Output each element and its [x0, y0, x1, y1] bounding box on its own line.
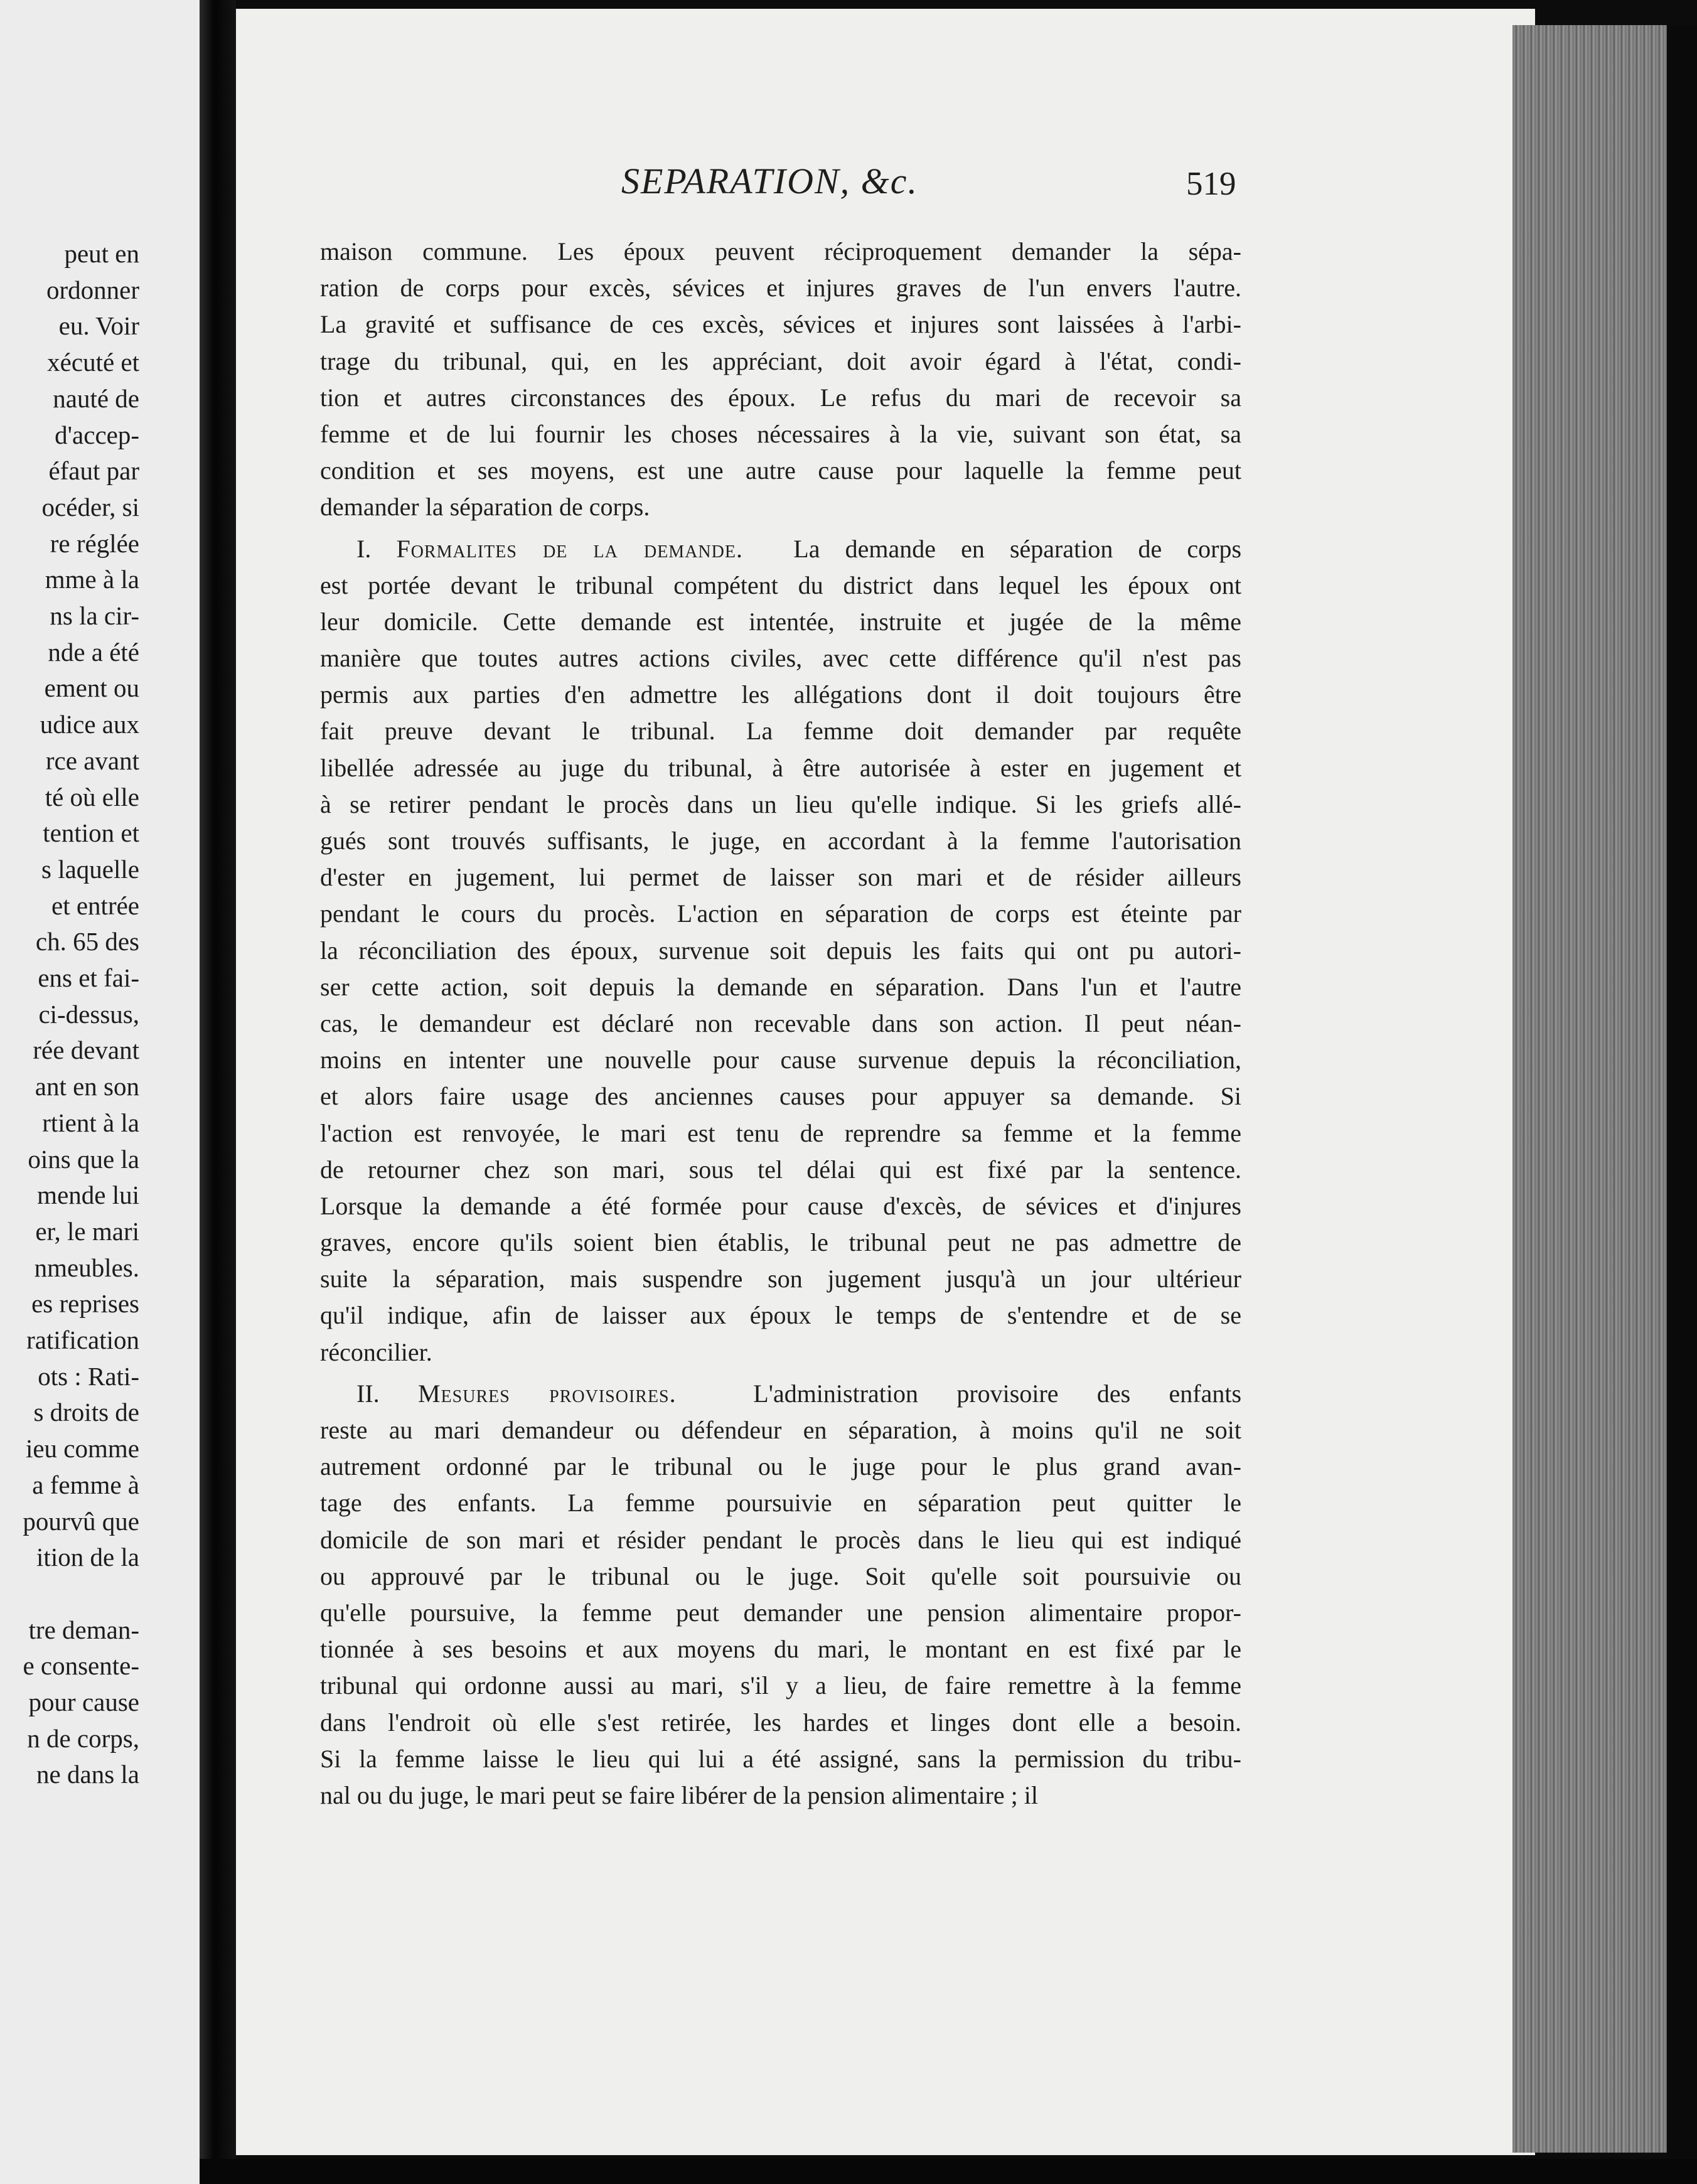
running-head: SEPARATION, &c.	[621, 161, 919, 201]
text-line: cas, le demandeur est déclaré non recevable dans son action. Il peut néan-	[320, 1009, 1241, 1037]
text-line: tion et autres circonstances des époux. Le refus du mari de recevoir sa	[320, 383, 1241, 412]
text-line: tribunal qui ordonne aussi au mari, s'il y a lieu, de faire remettre à la femme	[320, 1671, 1241, 1700]
text-line: maison commune. Les époux peuvent réciproquement demander la sépa-	[320, 237, 1241, 265]
text-line: ser cette action, soit depuis la demande en séparation. Dans l'un et l'autre	[320, 972, 1241, 1001]
text-line: ou approuvé par le tribunal ou le juge. Soit qu'elle soit poursuivie ou	[320, 1561, 1241, 1590]
section-2-lead-line	[320, 1376, 1241, 1412]
text-line: leur domicile. Cette demande est intentée, instruite et jugée de la même	[320, 607, 1241, 636]
text-line: manière que toutes autres actions civiles, avec cette différence qu'il n'est pas	[320, 644, 1241, 673]
text-line: et alors faire usage des anciennes causes pour appuyer sa demande. Si	[320, 1082, 1241, 1111]
facing-page-line: e consente-	[23, 1651, 139, 1681]
section-2	[320, 1376, 1241, 1814]
text-line: La gravité et suffisance de ces excès, sévices et injures sont laissées à l'arbi-	[320, 310, 1241, 339]
facing-page-line: n de corps,	[27, 1723, 139, 1753]
facing-page-line: ns la cir-	[50, 601, 139, 630]
text-line: Si la femme laisse le lieu qui lui a été assigné, sans la permission du tribu-	[320, 1744, 1241, 1773]
facing-page-line: mende lui	[37, 1180, 139, 1210]
paragraph-1	[320, 233, 1241, 526]
section-2-first-line: L'administration provisoire des enfants	[753, 1379, 1242, 1408]
text-line: autrement ordonné par le tribunal ou le juge pour le plus grand avan-	[320, 1452, 1241, 1481]
facing-page-line: ots : Rati-	[38, 1361, 139, 1391]
facing-page-line: nde a été	[48, 637, 139, 666]
facing-page-line: tre deman-	[28, 1615, 139, 1644]
page-number: 519	[1186, 166, 1236, 202]
text-line: qu'elle poursuive, la femme peut demander une pension alimentaire propor-	[320, 1598, 1241, 1627]
facing-page-line: pour cause	[28, 1688, 139, 1716]
text-line: condition et ses moyens, est une autre cause pour laquelle la femme peut	[320, 456, 1241, 485]
body-text	[320, 233, 1241, 1814]
text-line: réconcilier.	[320, 1337, 432, 1366]
text-line: à se retirer pendant le procès dans un lieu qu'elle indique. Si les griefs allé-	[320, 790, 1241, 818]
text-line: dans l'endroit où elle s'est retirée, les hardes et linges dont elle a besoin.	[320, 1708, 1241, 1737]
facing-page-line: ci-dessus,	[38, 999, 139, 1029]
text-line: ration de corps pour excès, sévices et injures graves de l'un envers l'autre.	[320, 274, 1241, 302]
text-line: moins en intenter une nouvelle pour cause survenue depuis la réconciliation,	[320, 1046, 1241, 1074]
facing-page-line: re réglée	[50, 528, 139, 558]
facing-page-line: s droits de	[33, 1398, 139, 1427]
facing-page-line: ne dans la	[36, 1760, 139, 1789]
facing-page-line: ement ou	[44, 673, 139, 703]
facing-page-line: ens et fai-	[38, 963, 139, 992]
text-line: nal ou du juge, le mari peut se faire libérer de la pension alimentaire ; il	[320, 1780, 1039, 1809]
text-line: tionnée à ses besoins et aux moyens du mari, le montant en est fixé par le	[320, 1635, 1241, 1664]
facing-page-line: rtient à la	[42, 1108, 139, 1137]
text-line: fait preuve devant le tribunal. La femme doit demander par requête	[320, 717, 1241, 746]
facing-page-line: et entrée	[51, 891, 139, 920]
facing-page-line: es reprises	[31, 1289, 139, 1319]
facing-page-line: océder, si	[41, 492, 139, 522]
text-line: libellée adressée au juge du tribunal, à être autorisée à ester en jugement et	[320, 753, 1241, 782]
text-line: l'action est renvoyée, le mari est tenu de reprendre sa femme et la femme	[320, 1118, 1241, 1147]
section-1-lead-line	[320, 531, 1241, 567]
facing-page-line: ratification	[26, 1325, 139, 1354]
facing-page-line: pourvû que	[23, 1506, 139, 1536]
text-line: tage des enfants. La femme poursuivie en séparation peut quitter le	[320, 1489, 1241, 1518]
text-line: graves, encore qu'ils soient bien établis, le tribunal peut ne pas admettre de	[320, 1228, 1241, 1257]
background-edge	[1667, 25, 1697, 2184]
page-stack-edge	[1512, 25, 1667, 2153]
section-1	[320, 531, 1241, 1371]
facing-page-line: ant en son	[35, 1072, 139, 1101]
section-1-number: I.	[356, 534, 372, 563]
facing-page-fragment	[0, 0, 200, 2184]
text-line: femme et de lui fournir les choses nécessaires à la vie, suivant son état, sa	[320, 419, 1241, 448]
facing-page-line: ordonner	[46, 275, 139, 304]
section-2-heading: Mesures provisoires.	[417, 1379, 677, 1408]
facing-page-line: peut en	[64, 239, 139, 268]
facing-page-line: er, le mari	[35, 1216, 139, 1246]
facing-page-line: nmeubles.	[34, 1253, 139, 1282]
text-line: domicile de son mari et résider pendant le procès dans le lieu qui est indiqué	[320, 1525, 1241, 1554]
facing-page-line: oins que la	[28, 1144, 139, 1174]
text-line: Lorsque la demande a été formée pour cause d'excès, de sévices et d'injures	[320, 1191, 1241, 1220]
facing-page-line: éfaut par	[48, 456, 139, 486]
facing-page-line: xécuté et	[47, 348, 139, 377]
text-line: permis aux parties d'en admettre les allégations dont il doit toujours être	[320, 680, 1241, 709]
text-line: la réconciliation des époux, survenue soit depuis les faits qui ont pu autori-	[320, 936, 1241, 965]
text-line: demander la séparation de corps.	[320, 493, 650, 522]
book-gutter	[200, 0, 236, 2184]
text-line: gués sont trouvés suffisants, le juge, en accordant à la femme l'autorisation	[320, 827, 1241, 855]
facing-page-line: ition de la	[36, 1543, 139, 1572]
bottom-shadow	[200, 2159, 1697, 2184]
facing-page-line: rée devant	[33, 1036, 139, 1065]
facing-page-line: ch. 65 des	[35, 927, 139, 956]
section-2-number: II.	[356, 1379, 380, 1408]
text-line: pendant le cours du procès. L'action en séparation de corps est éteinte par	[320, 899, 1241, 928]
facing-page-line: tention et	[43, 818, 139, 848]
facing-page-line: udice aux	[40, 710, 139, 739]
facing-page-line: ieu comme	[25, 1434, 139, 1464]
text-line: trage du tribunal, qui, en les appréciant, doit avoir égard à l'état, condi-	[320, 346, 1241, 375]
text-line: reste au mari demandeur ou défendeur en séparation, à moins qu'il ne soit	[320, 1416, 1241, 1444]
text-line: d'ester en jugement, lui permet de laisser son mari et de résider ailleurs	[320, 863, 1241, 892]
text-line: est portée devant le tribunal compétent du district dans lequel les époux ont	[320, 570, 1241, 599]
text-line: suite la séparation, mais suspendre son jugement jusqu'à un jour ultérieur	[320, 1265, 1241, 1293]
facing-page-line: nauté de	[53, 383, 139, 413]
facing-page-line: s laquelle	[41, 854, 139, 884]
section-1-first-line: La demande en séparation de corps	[793, 534, 1242, 563]
facing-page-line: té où elle	[45, 782, 139, 811]
facing-page-line: d'accep-	[55, 420, 139, 449]
facing-page-line: a femme à	[32, 1470, 139, 1499]
section-1-heading: Formalites de la demande.	[396, 534, 743, 563]
text-line: qu'il indique, afin de laisser aux époux le temps de s'entendre et de se	[320, 1301, 1241, 1330]
facing-page-line: eu. Voir	[58, 311, 139, 341]
text-line: de retourner chez son mari, sous tel délai qui est fixé par la sentence.	[320, 1155, 1241, 1184]
facing-page-line: rce avant	[45, 746, 139, 775]
facing-page-line: mme à la	[45, 565, 139, 594]
